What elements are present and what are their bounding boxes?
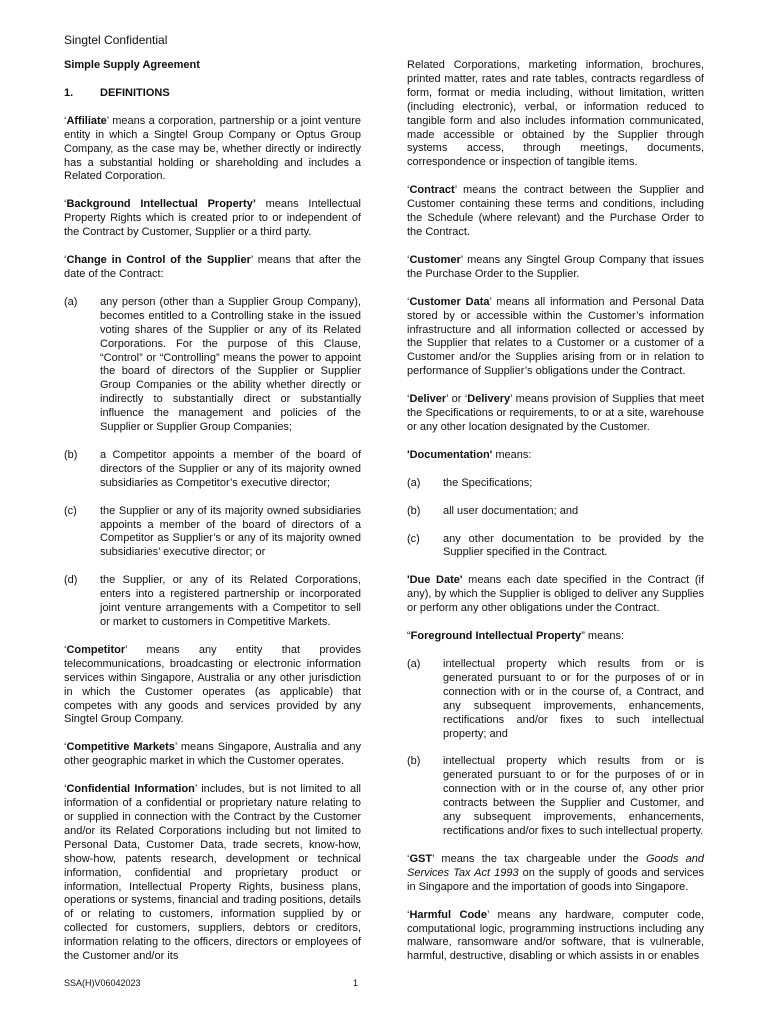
term-delivery: Delivery: [467, 393, 511, 406]
list-item: [407, 505, 704, 519]
list-item-label: (b): [407, 755, 421, 768]
term-contract: Contract: [409, 184, 455, 197]
list-item: [64, 449, 361, 491]
definition-change-in-control: ‘Change in Control of the Supplier’ means that after the date of the Contract:: [64, 254, 362, 280]
definition-due-date: 'Due Date' means each date specified in the Contract (if any), by which the Supplier is obliged to deliver any Supplies or perform any other obligations under the Contract.: [407, 574, 704, 615]
list-item-text: all user documentation; and: [443, 504, 579, 517]
definition-gst: ‘GST’ means the tax chargeable under the Goods and Services Tax Act 1993 on the supply of goods and services in Singapore and the importation of goods into Singapore.: [407, 852, 704, 893]
term-confidential-information: Confidential Information: [66, 783, 195, 796]
term-deliver: Deliver: [409, 393, 447, 406]
list-item: [407, 533, 704, 561]
term-customer-data: Customer Data: [409, 295, 490, 308]
list-item-text: intellectual property which results from or is generated pursuant to or for the purposes of or in connection with or in the course of, any other prior contracts between the Supplier and Customer, and any subsequent improvements, enhancements, rectifications and/or fixes to such intellectual property.: [443, 755, 704, 837]
definition-competitive-markets: ‘Competitive Markets’ means Singapore, Australia and any other geographic market in which the Customer operates.: [64, 741, 362, 768]
list-item-text: the Specifications;: [443, 476, 533, 489]
section-number: 1.: [64, 86, 74, 99]
list-item-label: (b): [407, 504, 421, 517]
list-item: [64, 574, 361, 630]
definition-customer: ‘Customer’ means any Singtel Group Company that issues the Purchase Order to the Supplier.: [407, 253, 704, 280]
section-title: DEFINITIONS: [100, 86, 170, 99]
section-heading: [64, 87, 361, 101]
list-item: [64, 505, 361, 561]
term-customer: Customer: [409, 253, 461, 266]
document-title: Simple Supply Agreement: [64, 59, 200, 71]
list-item: [407, 755, 704, 838]
term-gst: GST: [409, 852, 433, 865]
term-competitive-markets: Competitive Markets: [66, 741, 175, 754]
definition-foreground-ip: “Foreground Intellectual Property” means:: [407, 630, 625, 643]
term-due-date: 'Due Date': [407, 574, 463, 587]
list-item-label: (b): [64, 448, 78, 461]
definition-contract: ‘Contract’ means the contract between the Supplier and Customer containing these terms and conditions, including the Schedule (where relevant) and the Purchase Order to the Contract.: [407, 184, 704, 238]
definition-confidential-continued: Related Corporations, marketing information, brochures, printed matter, rates and rate tables, contracts regardless of form, format or media including, without limitation, written (including electronic), verbal, or information reduced to tangible form and also includes information communicated, made accessible or obtained by the Supplier through systems access, through meetings, documents, correspondence or inspection of tangible items.: [407, 59, 704, 169]
list-item: [407, 477, 704, 491]
list-item-label: (a): [64, 295, 78, 308]
left-column: [64, 59, 361, 978]
list-item-text: any other documentation to be provided by the Supplier specified in the Contract.: [443, 532, 704, 559]
list-item-label: (c): [64, 504, 77, 517]
definition-affiliate: ‘Affiliate’ means a corporation, partnership or a joint venture entity in which a Singtel Group Company or Optus Group Company, as the case may be, whether directly or indirectly has a substantial holding or shareholding and includes a Related Corporation.: [64, 114, 361, 183]
list-item-label: (a): [407, 476, 421, 489]
term-documentation: 'Documentation': [407, 448, 493, 461]
definition-harmful-code: ‘Harmful Code’ means any hardware, computer code, computational logic, programming instructions including any malware, ransomware and/or software, that is vulnerable, harmful, destructive, disabling or which assists in or enables: [407, 908, 704, 963]
list-item-label: (d): [64, 574, 78, 587]
document-code: SSA(H)V06042023: [64, 978, 141, 988]
term-harmful-code: Harmful Code: [409, 908, 488, 921]
right-column: [407, 59, 704, 978]
list-item: [407, 658, 704, 741]
definition-customer-data: ‘Customer Data’ means all information and Personal Data stored by or accessible within the Customer’s information infrastructure and all information collected or accessed by the Supplier that relates to a Customer or a customer of a Customer and/or the Supplies arising from or in relation to performance of Supplier’s obligations under the Contract.: [407, 295, 704, 378]
confidential-header: Singtel Confidential: [64, 33, 168, 47]
definition-deliver: ‘Deliver’ or ‘Delivery’ means provision of Supplies that meet the Specifications or requirements, to or at a site, warehouse or any other location designated by the Customer.: [407, 393, 704, 433]
definition-confidential-information: ‘Confidential Information’ includes, but is not limited to all information of a confidential or proprietary nature relating to or supplied in connection with the Contract by the Customer and/or its Related Corporations including but not limited to Personal Data, Customer Data, trade secrets, know-how, show-how, patents research, development or technical information, confidential and proprietary product or information, Intellectual Property Rights, business plans, operations or systems, financial and trading positions, details of or relating to customers, information supplied by or collected for customers, suppliers, debtors or creditors, information relating to the officers, directors or employees of the Customer and/or its: [64, 783, 361, 963]
term-foreground-ip: Foreground Intellectual Property: [410, 630, 582, 643]
term-competitor: Competitor: [66, 643, 126, 656]
list-item-label: (a): [407, 658, 421, 670]
definition-competitor: ‘Competitor’ means any entity that provides telecommunications, broadcasting or electronic information services within Singapore, Australia or any other jurisdiction in which the Customer operates (as applicable) that competes with any goods and services provided by any Singtel Group Company.: [64, 643, 361, 726]
list-item-text: the Supplier or any of its majority owned subsidiaries appoints a member of the board of directors of a Competitor as Supplier’s or any of its majority owned subsidiaries’ executive director; or: [100, 504, 361, 559]
list-item-text: any person (other than a Supplier Group Company), becomes entitled to a Controlling stake in the issued voting shares of the Supplier or any of its Related Corporations. For the purpose of this Clause, “Control” or “Controlling” means the power to appoint the board of directors of the Supplier or Supplier Group Companies or the ability whether directly or indirectly to substantially direct or substantially influence the management and policies of the Supplier or Supplier Group Companies;: [100, 295, 361, 434]
act-title: Goods and Services Tax Act 1993: [407, 852, 704, 879]
definition-background-ip: ‘Background Intellectual Property’ means Intellectual Property Rights which is created prior to or independent of the Contract by Customer, Supplier or a third party.: [64, 198, 361, 239]
term-affiliate: Affiliate: [66, 114, 107, 127]
page-number: 1: [353, 978, 359, 988]
list-item: [64, 296, 361, 435]
term-change-in-control: Change in Control of the Supplier: [66, 254, 251, 267]
list-item-text: a Competitor appoints a member of the board of directors of the Supplier or any of its majority owned subsidiaries as Competitor’s executive director;: [100, 448, 361, 489]
definition-documentation: 'Documentation' means:: [407, 448, 532, 461]
term-background-ip: Background Intellectual Property’: [66, 198, 256, 211]
list-item-label: (c): [407, 532, 420, 545]
list-item-text: intellectual property which results from or is generated pursuant to or for the purposes of or in connection with or in the course of, a Contract, and any subsequent improvements, enhancements, rectifications and/or fixes to such intellectual property; and: [443, 658, 704, 740]
list-item-text: the Supplier, or any of its Related Corporations, enters into a registered partnership or incorporated joint venture arrangements with a Competitor to sell or market to customers in Competitive Markets.: [100, 574, 361, 628]
